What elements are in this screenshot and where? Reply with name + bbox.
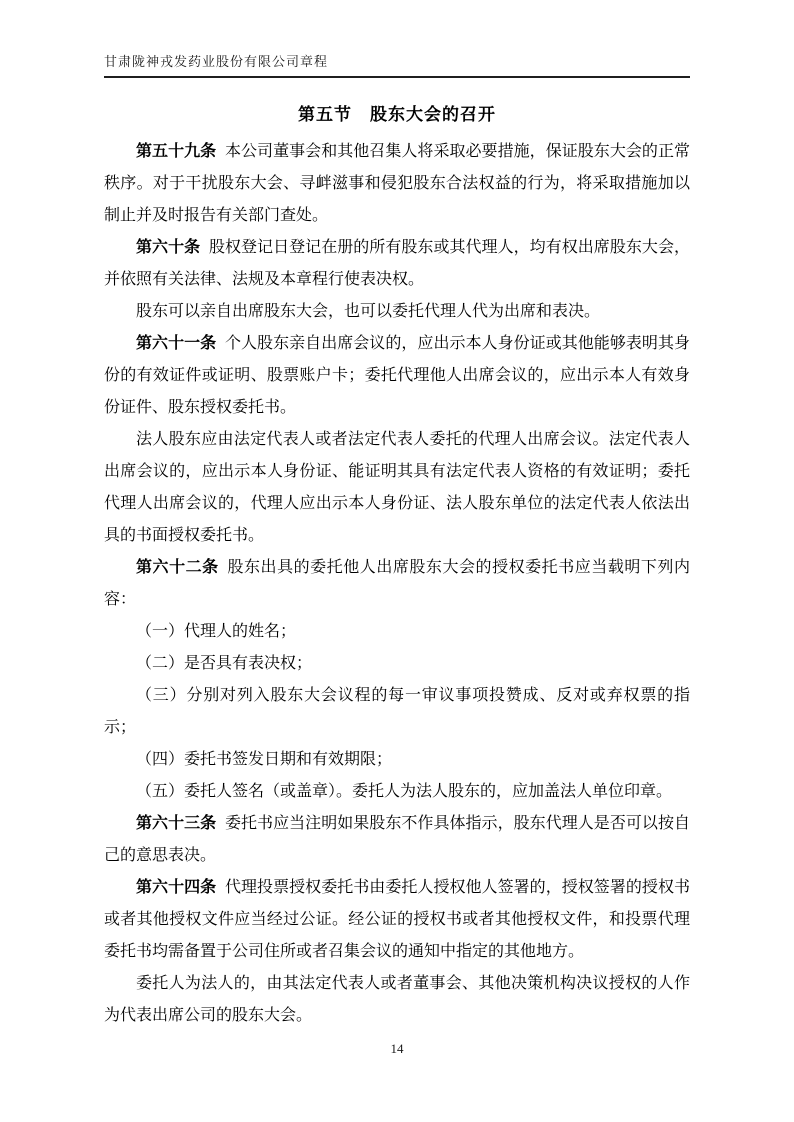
- header-title: 甘肃陇神戎发药业股份有限公司章程: [104, 54, 329, 69]
- article-paragraph: [104, 552, 690, 616]
- paragraph-text: 法人股东应由法定代表人或者法定代表人委托的代理人出席会议。法定代表人出席会议的，应出示本人身份证、能证明其具有法定代表人资格的有效证明；委托代理人出席会议的，代理人应出示本人身份证、法人股东单位的法定代表人依法出具的书面授权委托书。: [104, 431, 690, 544]
- article-paragraph: [104, 328, 690, 424]
- article-number: 第六十四条: [136, 879, 217, 896]
- article-paragraph: [104, 232, 690, 296]
- paragraph-text: （二）是否具有表决权；: [136, 655, 313, 672]
- article-number: 第五十九条: [136, 143, 217, 160]
- paragraph-text: （三）分别对列入股东大会议程的每一审议事项投赞成、反对或弃权票的指示；: [104, 687, 690, 736]
- article-number: 第六十三条: [136, 815, 217, 832]
- article-paragraph: [104, 968, 690, 1032]
- paragraph-text: 股东出具的委托他人出席股东大会的授权委托书应当载明下列内容：: [104, 559, 690, 608]
- article-number: 第六十条: [136, 239, 201, 256]
- paragraph-text: （四）委托书签发日期和有效期限；: [136, 751, 393, 768]
- paragraph-text: 股权登记日登记在册的所有股东或其代理人，均有权出席股东大会，并依照有关法律、法规及本章程行使表决权。: [104, 239, 690, 288]
- list-item-paragraph: [104, 776, 690, 808]
- paragraph-text: 本公司董事会和其他召集人将采取必要措施，保证股东大会的正常秩序。对于干扰股东大会、寻衅滋事和侵犯股东合法权益的行为，将采取措施加以制止并及时报告有关部门查处。: [104, 143, 690, 224]
- paragraph-text: 委托书应当注明如果股东不作具体指示，股东代理人是否可以按自己的意思表决。: [104, 815, 690, 864]
- article-number: 第六十二条: [136, 559, 219, 576]
- paragraph-text: 委托人为法人的，由其法定代表人或者董事会、其他决策机构决议授权的人作为代表出席公司的股东大会。: [104, 975, 690, 1024]
- article-number: 第六十一条: [136, 335, 217, 352]
- paragraph-text: 股东可以亲自出席股东大会，也可以委托代理人代为出席和表决。: [136, 303, 601, 320]
- article-paragraph: [104, 296, 690, 328]
- list-item-paragraph: [104, 680, 690, 744]
- page-number: 14: [390, 1041, 404, 1056]
- page-header: [104, 0, 690, 78]
- section-title: 第五节 股东大会的召开: [298, 105, 496, 124]
- paragraph-text: （五）委托人签名（或盖章）。委托人为法人股东的，应加盖法人单位印章。: [136, 783, 673, 800]
- header-rule: [104, 76, 690, 78]
- paragraph-text: （一）代理人的姓名；: [136, 623, 297, 640]
- article-paragraph: [104, 424, 690, 552]
- list-item-paragraph: [104, 616, 690, 648]
- article-body: [104, 136, 690, 1032]
- list-item-paragraph: [104, 744, 690, 776]
- article-paragraph: [104, 872, 690, 968]
- article-paragraph: [104, 136, 690, 232]
- list-item-paragraph: [104, 648, 690, 680]
- article-paragraph: [104, 808, 690, 872]
- paragraph-text: 代理投票授权委托书由委托人授权他人签署的，授权签署的授权书或者其他授权文件应当经过公证。经公证的授权书或者其他授权文件，和投票代理委托书均需备置于公司住所或者召集会议的通知中指定的其他地方。: [104, 879, 690, 960]
- paragraph-text: 个人股东亲自出席会议的，应出示本人身份证或其他能够表明其身份的有效证件或证明、股票账户卡；委托代理他人出席会议的，应出示本人有效身份证件、股东授权委托书。: [104, 335, 690, 416]
